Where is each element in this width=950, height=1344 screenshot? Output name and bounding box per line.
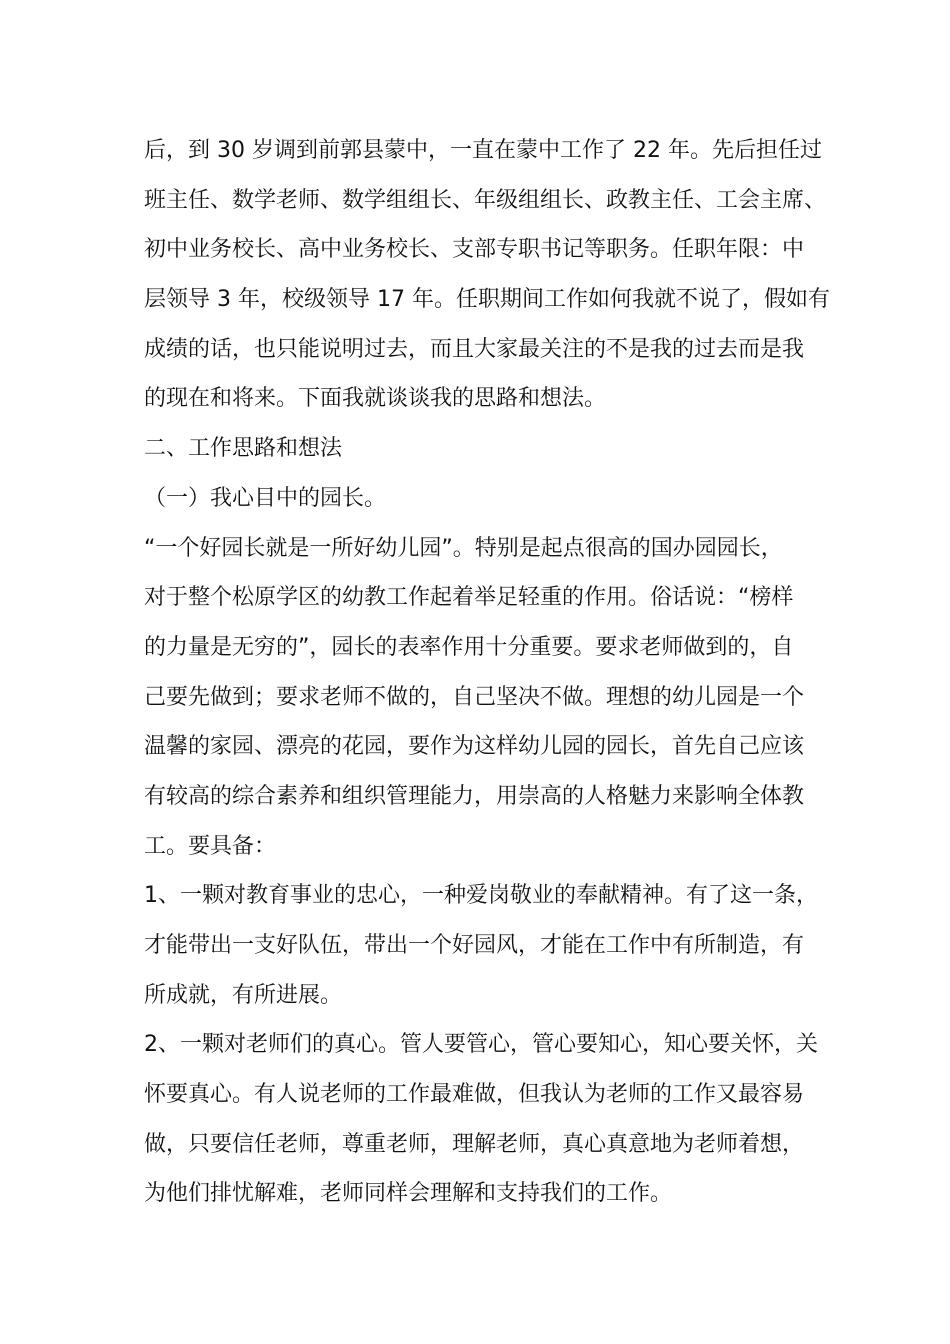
text-line: 己要先做到；要求老师不做的，自己坚决不做。理想的幼儿园是一个 xyxy=(144,684,805,710)
text-line: 初中业务校长、高中业务校长、支部专职书记等职务。任职年限：中 xyxy=(144,237,805,263)
list-item-2: 2、一颗对老师们的真心。管人要管心，管心要知心，知心要关怀，关 xyxy=(144,1032,818,1058)
subsection-heading: （一）我心目中的园长。 xyxy=(144,485,387,511)
text-line: “一个好园长就是一所好幼儿园”。特别是起点很高的国办园园长， xyxy=(144,535,783,561)
list-item-1: 1、一颗对教育事业的忠心，一种爱岗敬业的奉献精神。有了这一条， xyxy=(144,883,818,909)
text-line: 才能带出一支好队伍，带出一个好园风，才能在工作中有所制造，有 xyxy=(144,933,805,958)
text-line: 的力量是无穷的”，园长的表率作用十分重要。要求老师做到的，自 xyxy=(144,634,794,660)
section-heading: 二、工作思路和想法 xyxy=(144,436,343,462)
text-line: 班主任、数学老师、数学组组长、年级组组长、政教主任、工会主席、 xyxy=(144,187,827,213)
text-line: 的现在和将来。下面我就谈谈我的思路和想法。 xyxy=(144,386,607,412)
text-line: 做，只要信任老师，尊重老师，理解老师，真心真意地为老师着想， xyxy=(144,1131,805,1157)
text-line: 为他们排忧解难，老师同样会理解和支持我们的工作。 xyxy=(144,1181,673,1207)
text-line: 工。要具备： xyxy=(144,833,277,859)
text-line: 有较高的综合素养和组织管理能力，用崇高的人格魅力来影响全体教 xyxy=(144,783,805,809)
body-text xyxy=(144,126,830,1219)
text-line: 温馨的家园、漂亮的花园，要作为这样幼儿园的园长，首先自己应该 xyxy=(144,734,805,760)
text-line: 怀要真心。有人说老师的工作最难做，但我认为老师的工作又最容易 xyxy=(144,1082,805,1108)
text-line: 成绩的话，也只能说明过去，而且大家最关注的不是我的过去而是我 xyxy=(144,336,805,362)
text-line: 后，到 30 岁调到前郭县蒙中，一直在蒙中工作了 22 年。先后担任过 xyxy=(144,138,822,163)
text-line: 所成就，有所进展。 xyxy=(144,982,343,1008)
text-line: 层领导 3 年，校级领导 17 年。任职期间工作如何我就不说了，假如有 xyxy=(144,287,830,313)
text-line: 对于整个松原学区的幼教工作起着举足轻重的作用。俗话说：“榜样 xyxy=(144,585,794,611)
